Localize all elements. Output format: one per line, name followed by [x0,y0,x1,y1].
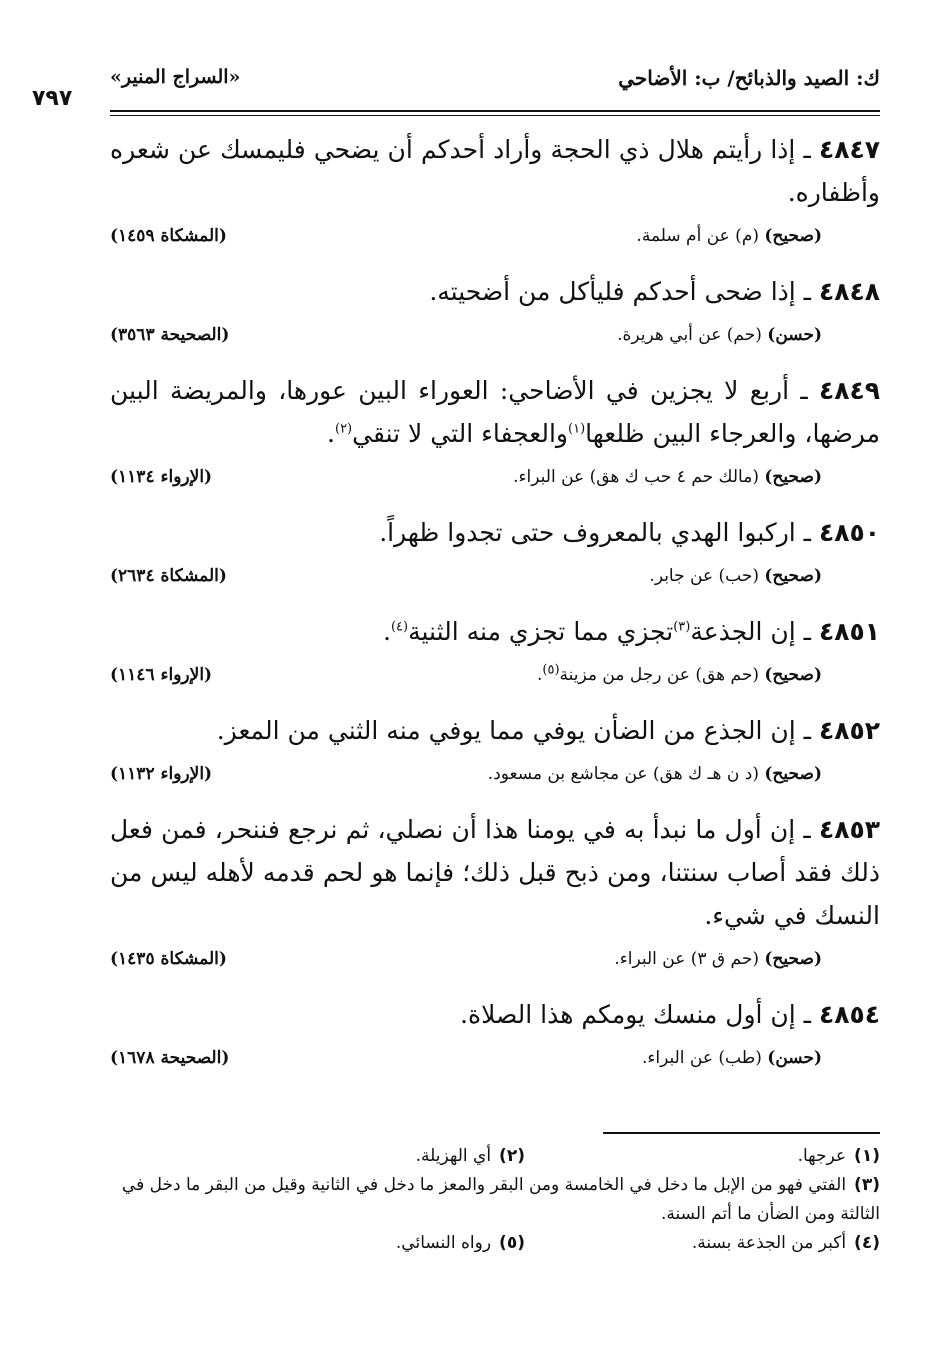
hadith-text: ٤٨٥٣ ـ إن أول ما نبدأ به في يومنا هذا أن نصلي، ثم نرجع فننحر، فمن فعل ذلك فقد أصاب سنتنا، ومن ذبح قبل ذلك؛ فإنما هو لحم قدمه لأهله ليس من النسك في شيء. [110,815,880,930]
hadith-grade: (حسن) [767,1048,822,1068]
footnote-ref[interactable]: (٤) [390,619,409,635]
hadith-entry [110,511,880,596]
header-rule-thick [110,110,880,112]
hadith-entry [110,610,880,695]
page-number: ٧٩٧ [32,86,73,111]
hadith-body: إذا ضحى أحدكم فليأكل من أضحيته. [429,277,796,306]
hadith-text: ٤٨٤٨ ـ إذا ضحى أحدكم فليأكل من أضحيته. [429,277,880,306]
hadith-body: إن الجذعة [690,617,796,646]
footnote-separator [603,1132,880,1134]
footnote-text: أي الهزيلة. [415,1146,492,1166]
hadith-number: ٤٨٤٨ [818,277,880,306]
hadith-entry [110,993,880,1078]
hadith-meta [110,1044,880,1078]
hadith-text: ٤٨٥١ ـ إن الجذعة$^{(٣)}$تجزي مما تجزي منه الثنية$^{(٤)}$. [382,617,880,646]
hadith-body-cont: تجزي مما تجزي منه الثنية [408,617,674,646]
footnote-ref[interactable]: (١) [568,421,586,437]
hadith-source: (مالك حم ٤ حب ك هق) عن البراء. [513,467,759,487]
hadith-grade: (صحيح) [764,566,822,586]
hadith-source: (حم) عن أبي هريرة. [617,325,762,345]
hadith-body-end: . [382,617,391,646]
hadith-reference: (الإرواء ١١٣٤) [110,467,213,487]
hadith-text: ٤٨٥٤ ـ إن أول منسك يومكم هذا الصلاة. [460,1000,880,1029]
hadith-meta [110,760,880,794]
hadith-number: ٤٨٤٧ [818,135,880,164]
hadith-source: (حم ق ٣) عن البراء. [614,949,759,969]
footnote-ref[interactable]: (٢) [334,421,353,437]
hadith-source-end: . [537,665,543,685]
footnote-3 [110,1171,880,1229]
hadith-body-end: . [327,419,335,448]
footnote-ref[interactable]: (٣) [673,619,691,635]
hadith-source: (د ن هـ ك هق) عن مجاشع بن مسعود. [487,764,759,784]
hadith-body-cont: والعجفاء التي لا تنقي [352,419,569,448]
hadith-source: (م) عن أم سلمة. [636,226,759,246]
hadith-reference: (الإرواء ١١٣٢) [110,764,213,784]
hadith-body: إذا رأيتم هلال ذي الحجة وأراد أحدكم أن يضحي فليمسك عن شعره وأظفاره. [110,135,880,207]
header-rule-thin [110,115,880,116]
hadith-body: إن أول منسك يومكم هذا الصلاة. [460,1000,796,1029]
footnote-mark: (٥) [499,1233,525,1253]
hadith-body: أربع لا يجزين في الأضاحي: العوراء البين عورها، والمريضة البين مرضها، والعرجاء البين ظلعها [110,376,880,448]
hadith-reference: (الصحيحة ١٦٧٨) [110,1048,230,1068]
hadith-meta [110,661,880,695]
hadith-entry [110,128,880,256]
hadith-body: إن أول ما نبدأ به في يومنا هذا أن نصلي، ثم نرجع فننحر، فمن فعل ذلك فقد أصاب سنتنا، ومن ذبح قبل ذلك؛ فإنما هو لحم قدمه لأهله ليس من النسك في شيء. [110,815,880,930]
footnote-text: الفتي فهو من الإبل ما دخل في الخامسة ومن البقر والمعز ما دخل في الثانية وقيل من البقر ما دخل في الثالثة ومن الضأن ما أتم السنة. [121,1175,880,1224]
footnote-row [110,1142,880,1171]
hadith-meta [110,222,880,256]
hadith-meta [110,321,880,355]
footnotes [110,1142,880,1258]
hadith-text: ٤٨٥٢ ـ إن الجذع من الضأن يوفي مما يوفي منه الثني من المعز. [216,716,880,745]
hadith-text: ٤٨٤٩ ـ أربع لا يجزين في الأضاحي: العوراء البين عورها، والمريضة البين مرضها، والعرجاء البين ظلعها$^{(١)}$والعجفاء التي لا تنقي$^{(٢)}$. [110,376,880,448]
hadith-entry [110,808,880,979]
hadith-reference: (الإرواء ١١٤٦) [110,665,213,685]
hadith-number: ٤٨٥١ [818,617,880,646]
chapter-title: ك: الصيد والذبائح/ ب: الأضاحي [618,66,880,90]
footnote-4 [692,1229,880,1258]
footnote-mark: (٢) [499,1146,525,1166]
hadith-meta [110,562,880,596]
hadith-body: اركبوا الهدي بالمعروف حتى تجدوا ظهراً. [379,518,796,547]
hadith-grade: (حسن) [767,325,822,345]
book-title: «السراج المنير» [110,66,241,88]
hadith-grade: (صحيح) [764,665,822,685]
footnote-ref[interactable]: (٥) [542,662,560,678]
running-header [110,62,880,102]
footnote-5 [396,1229,525,1258]
hadith-number: ٤٨٥٤ [818,1000,880,1029]
footnote-2 [416,1142,525,1171]
footnote-text: أكبر من الجذعة بسنة. [691,1233,847,1253]
hadith-text: ٤٨٥٠ ـ اركبوا الهدي بالمعروف حتى تجدوا ظهراً. [379,518,880,547]
hadith-grade: (صحيح) [764,226,822,246]
hadith-text: ٤٨٤٧ ـ إذا رأيتم هلال ذي الحجة وأراد أحدكم أن يضحي فليمسك عن شعره وأظفاره. [110,135,880,207]
hadith-number: ٤٨٤٩ [818,376,880,405]
hadith-body: إن الجذع من الضأن يوفي مما يوفي منه الثني من المعز. [216,716,796,745]
hadith-grade: (صحيح) [764,949,822,969]
hadith-source: (حب) عن جابر. [649,566,759,586]
hadith-source: (طب) عن البراء. [641,1048,762,1068]
hadith-meta [110,945,880,979]
hadith-source: (حم هق) عن رجل من مزينة [559,665,759,685]
footnote-mark: (٤) [854,1233,880,1253]
footnote-1 [798,1142,880,1171]
footnote-text: رواه النسائي. [395,1233,492,1253]
hadith-list [110,128,880,1092]
hadith-number: ٤٨٥٢ [818,716,880,745]
footnote-row [110,1229,880,1258]
hadith-grade: (صحيح) [764,764,822,784]
footnote-mark: (١) [854,1146,880,1166]
footnote-text: عرجها. [797,1146,847,1166]
hadith-meta [110,463,880,497]
hadith-reference: (الصحيحة ٣٥٦٣) [110,325,230,345]
footnote-mark: (٣) [854,1175,880,1195]
hadith-entry [110,270,880,355]
hadith-reference: (المشكاة ١٤٥٩) [110,226,227,246]
hadith-number: ٤٨٥٠ [818,518,880,547]
hadith-reference: (المشكاة ٢٦٣٤) [110,566,227,586]
hadith-entry [110,709,880,794]
hadith-entry [110,369,880,497]
hadith-number: ٤٨٥٣ [818,815,880,844]
hadith-reference: (المشكاة ١٤٣٥) [110,949,227,969]
hadith-grade: (صحيح) [764,467,822,487]
